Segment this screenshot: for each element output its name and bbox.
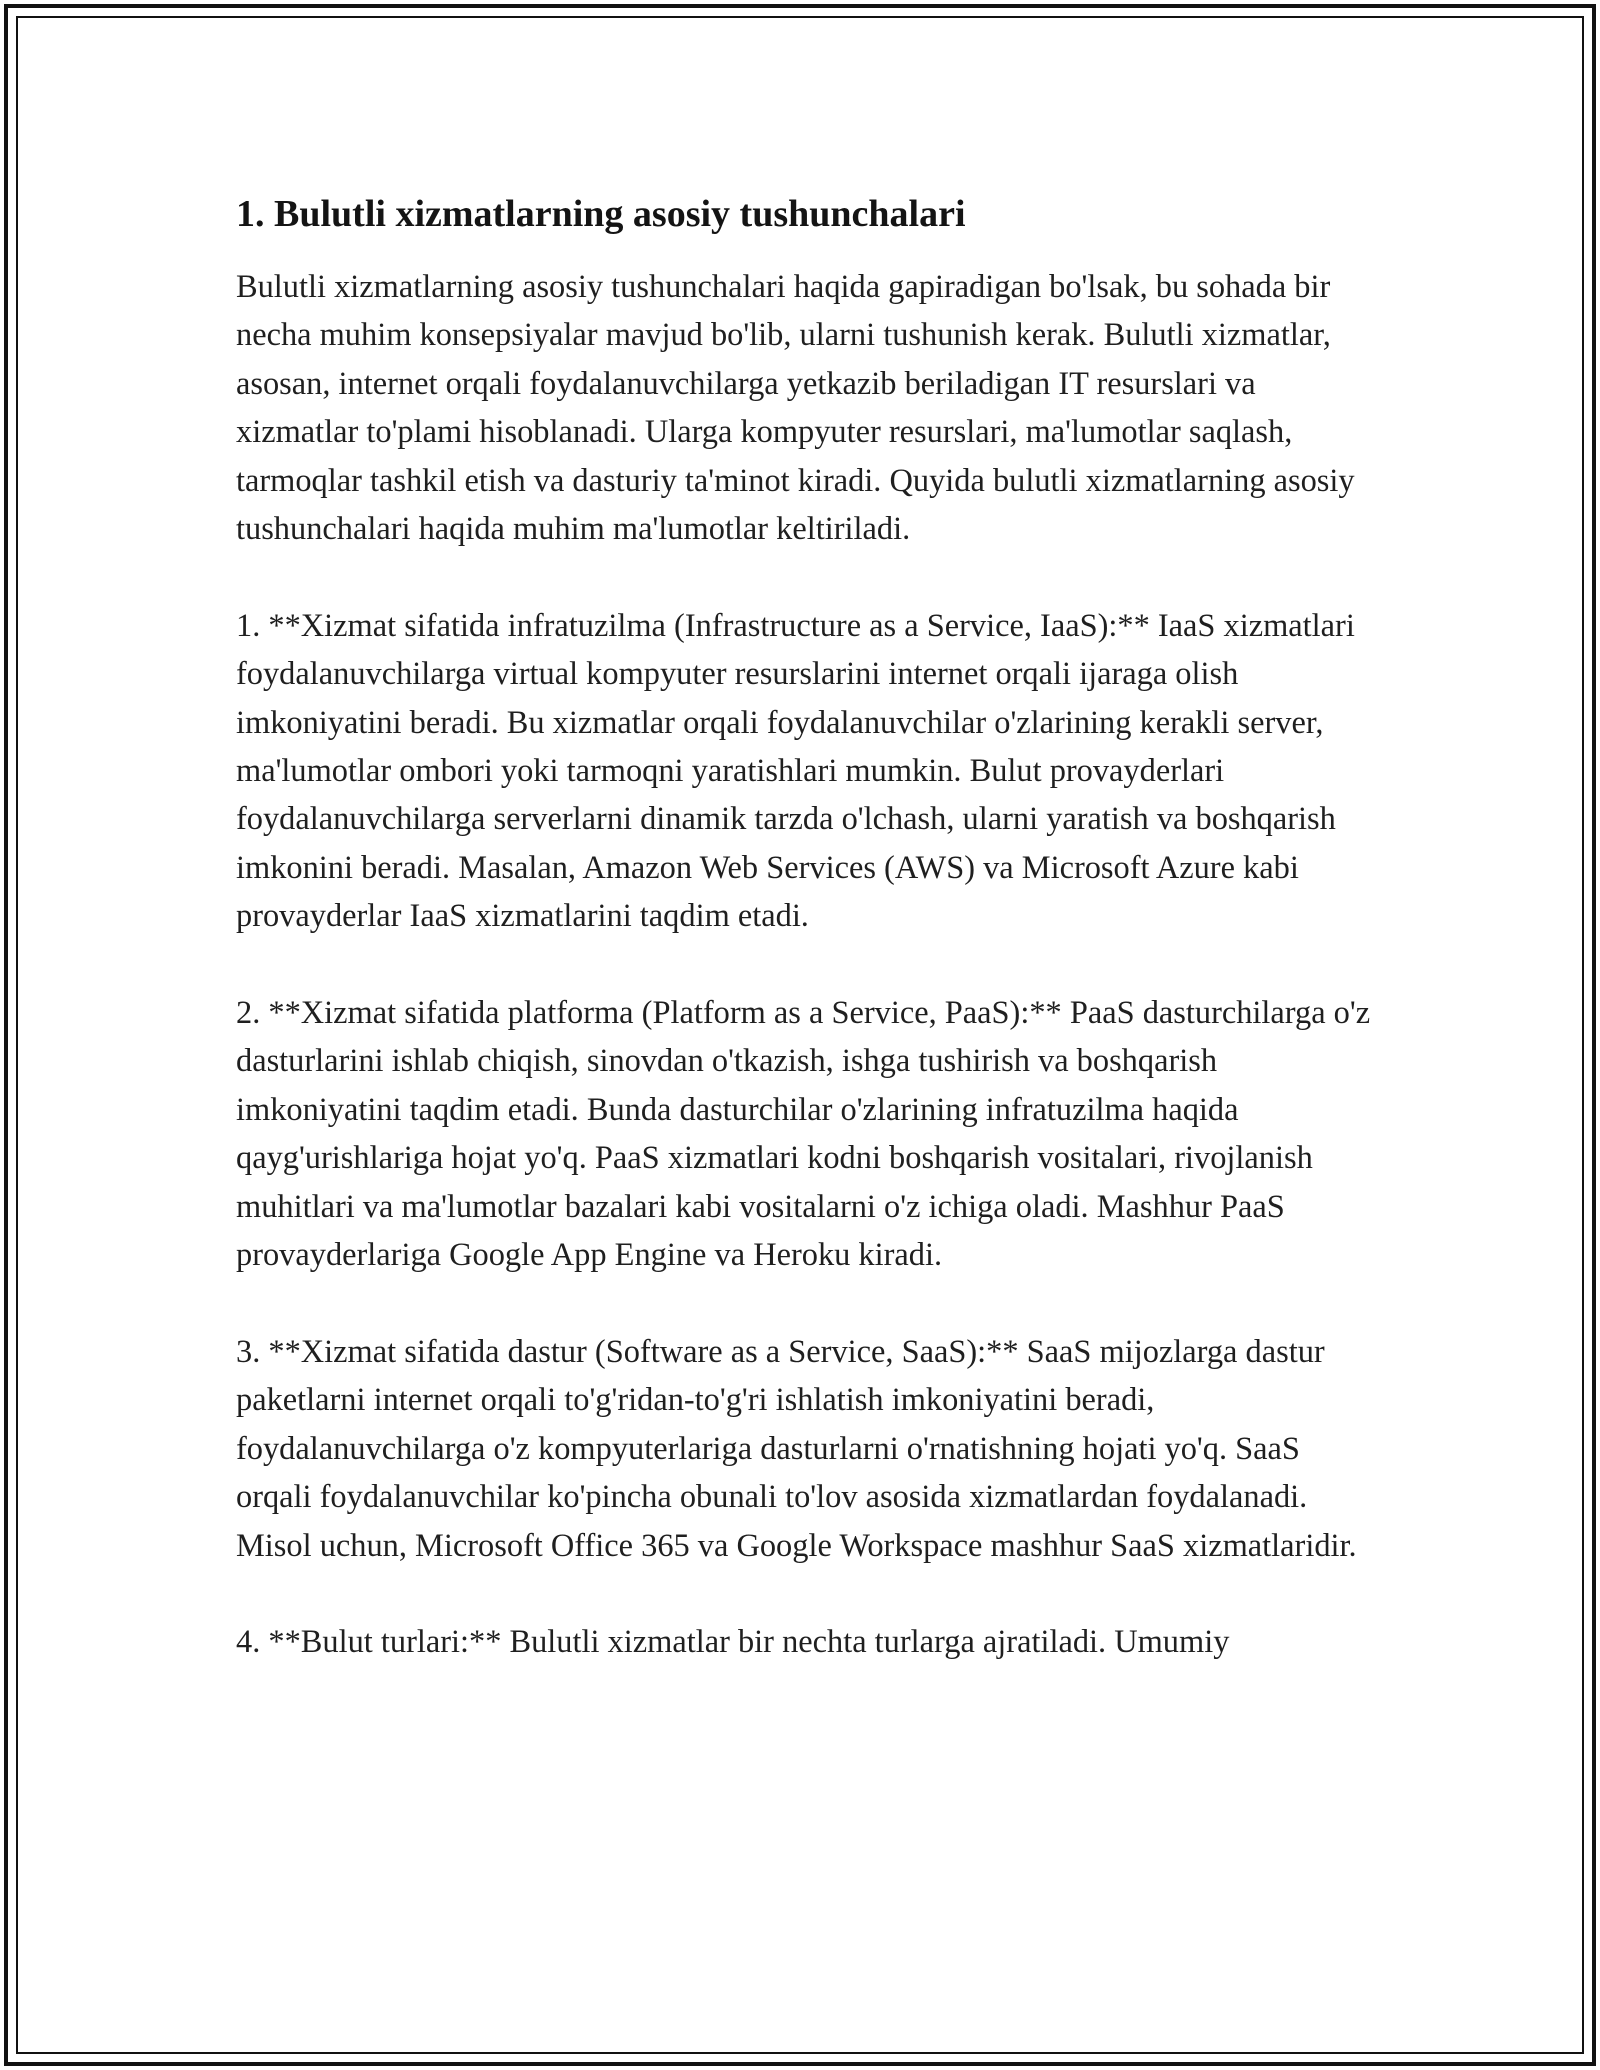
iaas-paragraph: 1. **Xizmat sifatida infratuzilma (Infrastructure as a Service, IaaS):** IaaS xizmatlari foydalanuvchilarga virtual kompyuter resurslarini internet orqali ijaraga olish imkoniyatini beradi. Bu xizmatlar orqali foydalanuvchilar o'zlarining kerakli server, ma'lumotlar ombori yoki tarmoqni yaratishlari mumkin. Bulut provayderlari foydalanuvchilarga serverlarni dinamik tarzda o'lchash, ularni yaratish va boshqarish imkonini beradi. Masalan, Amazon Web Services (AWS) va Microsoft Azure kabi provayderlar IaaS xizmatlarini taqdim etadi. <box>236 607 1355 935</box>
document-body <box>236 188 1376 1667</box>
saas-paragraph: 3. **Xizmat sifatida dastur (Software as a Service, SaaS):** SaaS mijozlarga dastur paketlarni internet orqali to'g'ridan-to'g'ri ishlatish imkoniyatini beradi, foydalanuvchilarga o'z kompyuterlariga dasturlarni o'rnatishning hojati yo'q. SaaS orqali foydalanuvchilar ko'pincha obunali to'lov asosida xizmatlardan foydalanadi. Misol uchun, Microsoft Office 365 va Google Workspace mashhur SaaS xizmatlaridir. <box>236 1333 1357 1564</box>
cloud-types-paragraph: 4. **Bulut turlari:** Bulutli xizmatlar bir nechta turlarga ajratiladi. Umumiy <box>236 1624 1230 1661</box>
paas-paragraph: 2. **Xizmat sifatida platforma (Platform as a Service, PaaS):** PaaS dasturchilarga o'z dasturlarini ishlab chiqish, sinovdan o'tkazish, ishga tushirish va boshqarish imkoniyatini taqdim etadi. Bunda dasturchilar o'zlarining infratuzilma haqida qayg'urishlariga hojat yo'q. PaaS xizmatlari kodni boshqarish vositalari, rivojlanish muhitlari va ma'lumotlar bazalari kabi vositalarni o'z ichiga oladi. Mashhur PaaS provayderlariga Google App Engine va Heroku kiradi. <box>236 995 1371 1274</box>
intro-paragraph: Bulutli xizmatlarning asosiy tushunchalari haqida gapiradigan bo'lsak, bu sohada bir necha muhim konsepsiyalar mavjud bo'lib, ularni tushunish kerak. Bulutli xizmatlar, asosan, internet orqali foydalanuvchilarga yetkazib beriladigan IT resurslari va xizmatlar to'plami hisoblanadi. Ularga kompyuter resurslari, ma'lumotlar saqlash, tarmoqlar tashkil etish va dasturiy ta'minot kiradi. Quyida bulutli xizmatlarning asosiy tushunchalari haqida muhim ma'lumotlar keltiriladi. <box>236 269 1355 548</box>
section-heading: 1. Bulutli xizmatlarning asosiy tushunchalari <box>236 193 966 235</box>
